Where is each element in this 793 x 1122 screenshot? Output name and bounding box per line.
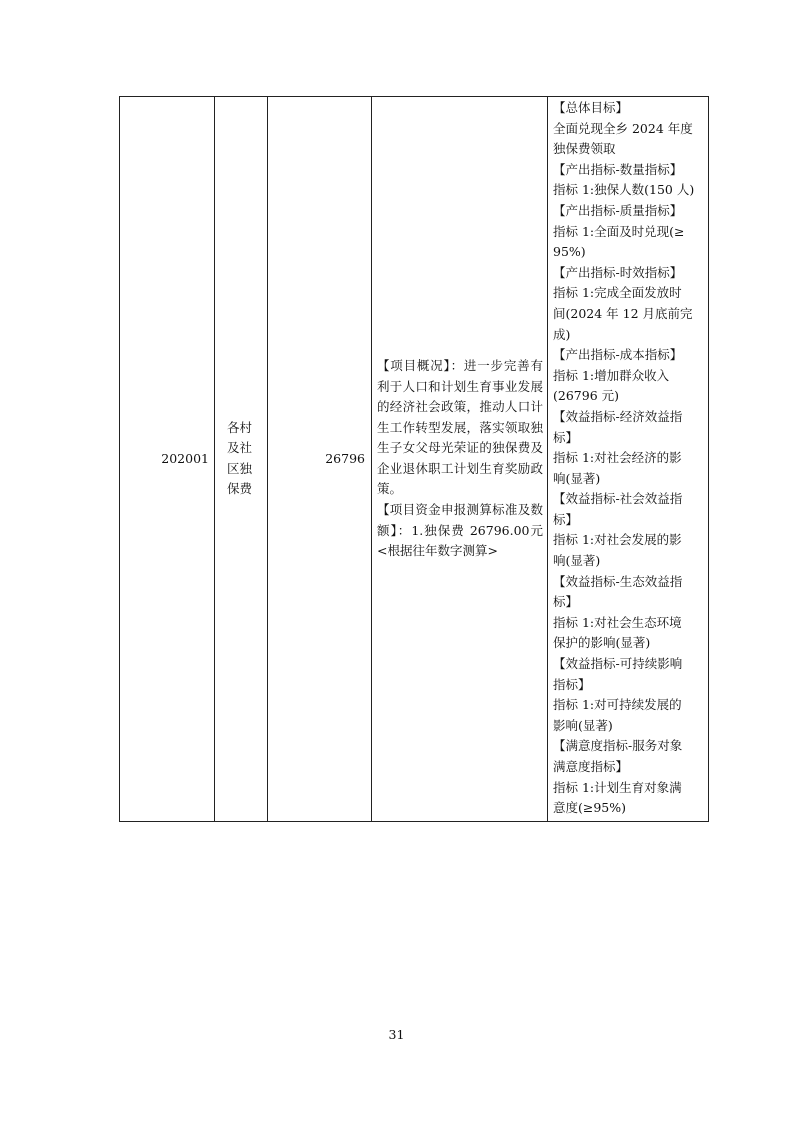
goal-line: 指标 1:计划生育对象满 [553,779,682,795]
goal-line: 标】 [553,429,579,445]
project-amount: 26796 [325,450,365,466]
goal-line: 【产出指标-质量指标】 [553,202,683,218]
goal-line: 95%) [553,244,586,260]
project-code: 202001 [161,450,209,466]
goal-line: 【总体目标】 [553,100,629,115]
goal-line: 意度(≥95%) [553,800,627,816]
goal-line: 指标 1:增加群众收入 [553,367,670,383]
page-number: 31 [388,1027,405,1042]
project-name: 各村及社区独保费 [227,419,253,497]
project-overview: 【项目概况】：进一步完善有利于人口和计划生育事业发展的经济社会政策，推动人口计生工作转型发展，落实领取独生子女父母光荣证的独保费及企业退休职工计划生育奖励政策。 [377,357,543,497]
goal-line: 指标】 [553,676,591,692]
goal-line: 标】 [553,594,579,610]
goal-line: 指标 1:对可持续发展的 [553,697,682,713]
goal-line: 【产出指标-数量指标】 [553,161,683,177]
goal-line: 响(显著) [553,553,601,569]
project-funding-basis: 【项目资金申报测算标准及数额】：1.独保费 26796.00元<根据往年数字测算> [377,502,543,559]
project-name-cell [215,97,268,822]
goal-line: 间(2024 年 12 月底前完 [553,305,693,321]
performance-goals-list [553,98,704,819]
goal-line: 【效益指标-可持续影响 [553,656,683,672]
goal-line: (26796 元) [553,388,619,404]
goal-line: 全面兑现全乡 2024 年度 [553,120,693,136]
goal-line: 影响(显著) [553,717,613,733]
goal-line: 【满意度指标-服务对象 [553,738,683,754]
goal-line: 成) [553,326,571,342]
goal-line: 指标 1:对社会经济的影 [553,450,682,466]
goal-line: 指标 1:全面及时兑现(≥ [553,223,685,239]
goal-line: 【效益指标-生态效益指 [553,573,683,589]
project-table [119,96,709,822]
goal-line: 【产出指标-成本指标】 [553,347,683,363]
goal-line: 响(显著) [553,470,601,486]
goal-line: 【产出指标-时效指标】 [553,264,683,280]
table-row [120,97,709,822]
goal-line: 满意度指标】 [553,759,629,774]
goal-line: 指标 1:完成全面发放时 [553,285,682,301]
goal-line: 【效益指标-社会效益指 [553,491,683,507]
project-description-cell [372,97,548,822]
goal-line: 指标 1:对社会生态环境 [553,614,682,630]
project-code-cell [120,97,215,822]
goal-line: 独保费领取 [553,141,616,157]
goal-line: 【效益指标-经济效益指 [553,408,683,424]
project-amount-cell [268,97,372,822]
goal-line: 指标 1:独保人数(150 人) [553,182,695,198]
goal-line: 指标 1:对社会发展的影 [553,532,682,548]
goal-line: 保护的影响(显著) [553,635,651,651]
performance-goals-cell [548,97,709,822]
goal-line: 标】 [553,511,579,527]
